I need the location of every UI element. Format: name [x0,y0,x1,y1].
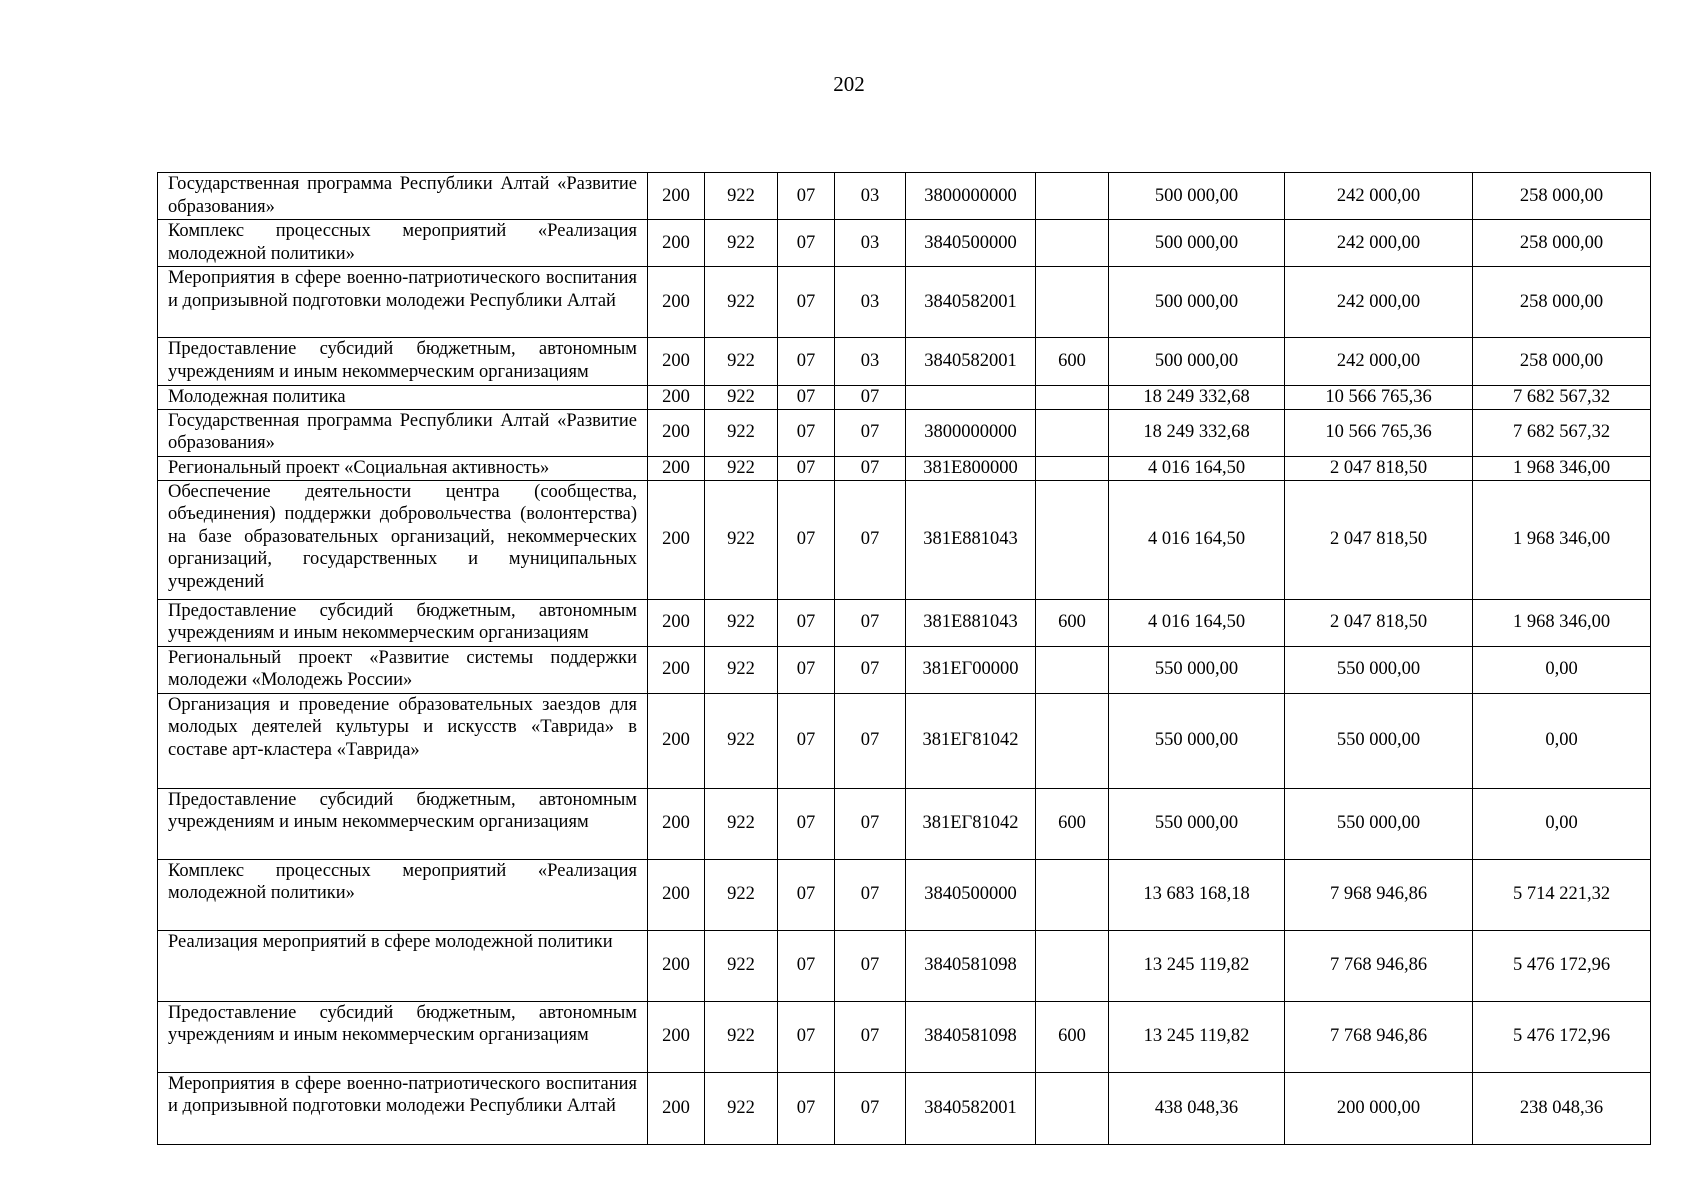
row-name: Молодежная политика [158,386,648,410]
row-expense-type [1036,646,1109,693]
row-division: 07 [778,788,835,859]
row-name: Мероприятия в сфере военно-патриотического воспитания и допризывной подготовки молодежи Республики Алтай [158,267,648,338]
row-amount-federal: 242 000,00 [1285,173,1473,220]
table-row [158,338,1651,386]
row-section: 200 [648,693,705,788]
row-division: 07 [778,386,835,410]
row-division: 07 [778,1072,835,1144]
table-row [158,693,1651,788]
table-row [158,386,1651,410]
row-section: 200 [648,456,705,480]
row-amount-total: 438 048,36 [1109,1072,1285,1144]
row-amount-regional: 7 682 567,32 [1473,409,1651,456]
table-row [158,409,1651,456]
row-amount-total: 500 000,00 [1109,267,1285,338]
row-division: 07 [778,480,835,599]
row-division: 07 [778,693,835,788]
row-amount-regional: 5 476 172,96 [1473,930,1651,1001]
row-expense-type [1036,456,1109,480]
row-name: Мероприятия в сфере военно-патриотического воспитания и допризывной подготовки молодежи Республики Алтай [158,1072,648,1144]
row-ministry: 922 [705,1001,778,1072]
row-subdivision: 07 [835,693,906,788]
row-amount-regional: 258 000,00 [1473,220,1651,267]
row-target-article: 3840582001 [906,267,1036,338]
row-section: 200 [648,173,705,220]
page-number: 202 [833,72,865,96]
row-expense-type [1036,220,1109,267]
row-division: 07 [778,267,835,338]
row-ministry: 922 [705,859,778,930]
row-name: Региональный проект «Социальная активность» [158,456,648,480]
row-ministry: 922 [705,338,778,386]
table-row [158,220,1651,267]
row-amount-regional: 1 968 346,00 [1473,456,1651,480]
table-row [158,930,1651,1001]
row-amount-total: 550 000,00 [1109,788,1285,859]
row-amount-federal: 10 566 765,36 [1285,386,1473,410]
row-ministry: 922 [705,480,778,599]
row-name: Государственная программа Республики Алтай «Развитие образования» [158,173,648,220]
row-amount-regional: 0,00 [1473,646,1651,693]
row-amount-total: 13 683 168,18 [1109,859,1285,930]
row-ministry: 922 [705,220,778,267]
row-target-article: 3840500000 [906,220,1036,267]
row-name: Предоставление субсидий бюджетным, автономным учреждениям и иным некоммерческим организациям [158,599,648,646]
table-row [158,1001,1651,1072]
row-expense-type [1036,859,1109,930]
table-row [158,859,1651,930]
row-amount-federal: 242 000,00 [1285,220,1473,267]
row-amount-federal: 242 000,00 [1285,267,1473,338]
row-section: 200 [648,480,705,599]
row-ministry: 922 [705,930,778,1001]
table-row [158,267,1651,338]
row-amount-federal: 7 768 946,86 [1285,1001,1473,1072]
table-row [158,480,1651,599]
row-amount-total: 500 000,00 [1109,220,1285,267]
row-subdivision: 03 [835,338,906,386]
row-subdivision: 07 [835,1072,906,1144]
row-amount-federal: 2 047 818,50 [1285,480,1473,599]
row-target-article: 3840581098 [906,1001,1036,1072]
row-ministry: 922 [705,693,778,788]
row-section: 200 [648,646,705,693]
row-amount-federal: 200 000,00 [1285,1072,1473,1144]
row-division: 07 [778,173,835,220]
row-section: 200 [648,930,705,1001]
row-amount-federal: 2 047 818,50 [1285,599,1473,646]
row-name: Обеспечение деятельности центра (сообщества, объединения) поддержки добровольчества (волонтерства) на базе образовательных организаций, некоммерческих организаций, государственных и муниципальных учреждений [158,480,648,599]
row-ministry: 922 [705,788,778,859]
table-row [158,599,1651,646]
row-amount-total: 18 249 332,68 [1109,409,1285,456]
row-target-article: 381ЕГ81042 [906,693,1036,788]
row-name: Региональный проект «Развитие системы поддержки молодежи «Молодежь России» [158,646,648,693]
row-ministry: 922 [705,267,778,338]
row-subdivision: 07 [835,480,906,599]
row-amount-federal: 550 000,00 [1285,646,1473,693]
table-row [158,1072,1651,1144]
row-amount-regional: 258 000,00 [1473,338,1651,386]
row-expense-type [1036,267,1109,338]
row-ministry: 922 [705,646,778,693]
row-section: 200 [648,409,705,456]
row-amount-regional: 5 714 221,32 [1473,859,1651,930]
row-section: 200 [648,1001,705,1072]
row-division: 07 [778,456,835,480]
row-division: 07 [778,1001,835,1072]
table-row [158,788,1651,859]
row-amount-total: 13 245 119,82 [1109,930,1285,1001]
row-amount-total: 550 000,00 [1109,693,1285,788]
row-division: 07 [778,646,835,693]
row-expense-type [1036,1072,1109,1144]
row-subdivision: 07 [835,1001,906,1072]
row-name: Реализация мероприятий в сфере молодежной политики [158,930,648,1001]
row-target-article: 381Е881043 [906,599,1036,646]
row-expense-type: 600 [1036,599,1109,646]
row-division: 07 [778,599,835,646]
row-expense-type [1036,480,1109,599]
row-subdivision: 07 [835,788,906,859]
row-subdivision: 07 [835,386,906,410]
row-division: 07 [778,338,835,386]
row-subdivision: 03 [835,267,906,338]
row-expense-type [1036,409,1109,456]
row-subdivision: 03 [835,220,906,267]
row-subdivision: 07 [835,859,906,930]
row-amount-regional: 1 968 346,00 [1473,599,1651,646]
row-section: 200 [648,599,705,646]
row-amount-federal: 550 000,00 [1285,788,1473,859]
row-section: 200 [648,267,705,338]
row-division: 07 [778,930,835,1001]
row-expense-type: 600 [1036,1001,1109,1072]
row-amount-total: 4 016 164,50 [1109,480,1285,599]
row-name: Предоставление субсидий бюджетным, автономным учреждениям и иным некоммерческим организациям [158,1001,648,1072]
row-ministry: 922 [705,173,778,220]
table-row [158,173,1651,220]
row-expense-type [1036,173,1109,220]
row-expense-type: 600 [1036,338,1109,386]
row-target-article: 3840581098 [906,930,1036,1001]
row-ministry: 922 [705,409,778,456]
row-amount-regional: 1 968 346,00 [1473,480,1651,599]
row-amount-federal: 550 000,00 [1285,693,1473,788]
row-target-article: 381ЕГ81042 [906,788,1036,859]
row-amount-regional: 5 476 172,96 [1473,1001,1651,1072]
row-amount-total: 18 249 332,68 [1109,386,1285,410]
row-target-article: 381Е881043 [906,480,1036,599]
row-name: Предоставление субсидий бюджетным, автономным учреждениям и иным некоммерческим организациям [158,338,648,386]
row-amount-regional: 7 682 567,32 [1473,386,1651,410]
row-section: 200 [648,1072,705,1144]
row-target-article: 381Е800000 [906,456,1036,480]
row-name: Предоставление субсидий бюджетным, автономным учреждениям и иным некоммерческим организациям [158,788,648,859]
budget-table [157,172,1651,1145]
row-subdivision: 07 [835,599,906,646]
row-amount-regional: 0,00 [1473,788,1651,859]
row-section: 200 [648,859,705,930]
row-division: 07 [778,220,835,267]
row-subdivision: 07 [835,456,906,480]
row-division: 07 [778,859,835,930]
row-amount-total: 500 000,00 [1109,338,1285,386]
row-amount-regional: 238 048,36 [1473,1072,1651,1144]
row-amount-total: 500 000,00 [1109,173,1285,220]
row-subdivision: 07 [835,646,906,693]
row-expense-type [1036,930,1109,1001]
table-body [158,173,1651,1145]
row-section: 200 [648,220,705,267]
row-target-article: 3800000000 [906,409,1036,456]
table-row [158,456,1651,480]
row-amount-federal: 7 968 946,86 [1285,859,1473,930]
row-subdivision: 03 [835,173,906,220]
row-target-article: 3840582001 [906,1072,1036,1144]
row-amount-federal: 10 566 765,36 [1285,409,1473,456]
row-amount-total: 4 016 164,50 [1109,456,1285,480]
row-name: Комплекс процессных мероприятий «Реализация молодежной политики» [158,859,648,930]
row-amount-regional: 258 000,00 [1473,173,1651,220]
row-section: 200 [648,338,705,386]
row-section: 200 [648,386,705,410]
row-amount-regional: 0,00 [1473,693,1651,788]
row-name: Организация и проведение образовательных заездов для молодых деятелей культуры и искусств «Таврида» в составе арт-кластера «Таврида» [158,693,648,788]
row-name: Комплекс процессных мероприятий «Реализация молодежной политики» [158,220,648,267]
row-division: 07 [778,409,835,456]
row-ministry: 922 [705,599,778,646]
row-amount-total: 4 016 164,50 [1109,599,1285,646]
row-target-article: 3800000000 [906,173,1036,220]
row-expense-type [1036,386,1109,410]
row-target-article: 3840500000 [906,859,1036,930]
row-subdivision: 07 [835,930,906,1001]
row-name: Государственная программа Республики Алтай «Развитие образования» [158,409,648,456]
row-ministry: 922 [705,386,778,410]
row-section: 200 [648,788,705,859]
row-amount-federal: 2 047 818,50 [1285,456,1473,480]
table-row [158,646,1651,693]
row-amount-total: 13 245 119,82 [1109,1001,1285,1072]
row-amount-federal: 242 000,00 [1285,338,1473,386]
row-subdivision: 07 [835,409,906,456]
row-expense-type [1036,693,1109,788]
row-target-article: 381ЕГ00000 [906,646,1036,693]
row-amount-federal: 7 768 946,86 [1285,930,1473,1001]
row-target-article [906,386,1036,410]
row-expense-type: 600 [1036,788,1109,859]
row-amount-total: 550 000,00 [1109,646,1285,693]
row-ministry: 922 [705,456,778,480]
row-target-article: 3840582001 [906,338,1036,386]
row-ministry: 922 [705,1072,778,1144]
row-amount-regional: 258 000,00 [1473,267,1651,338]
